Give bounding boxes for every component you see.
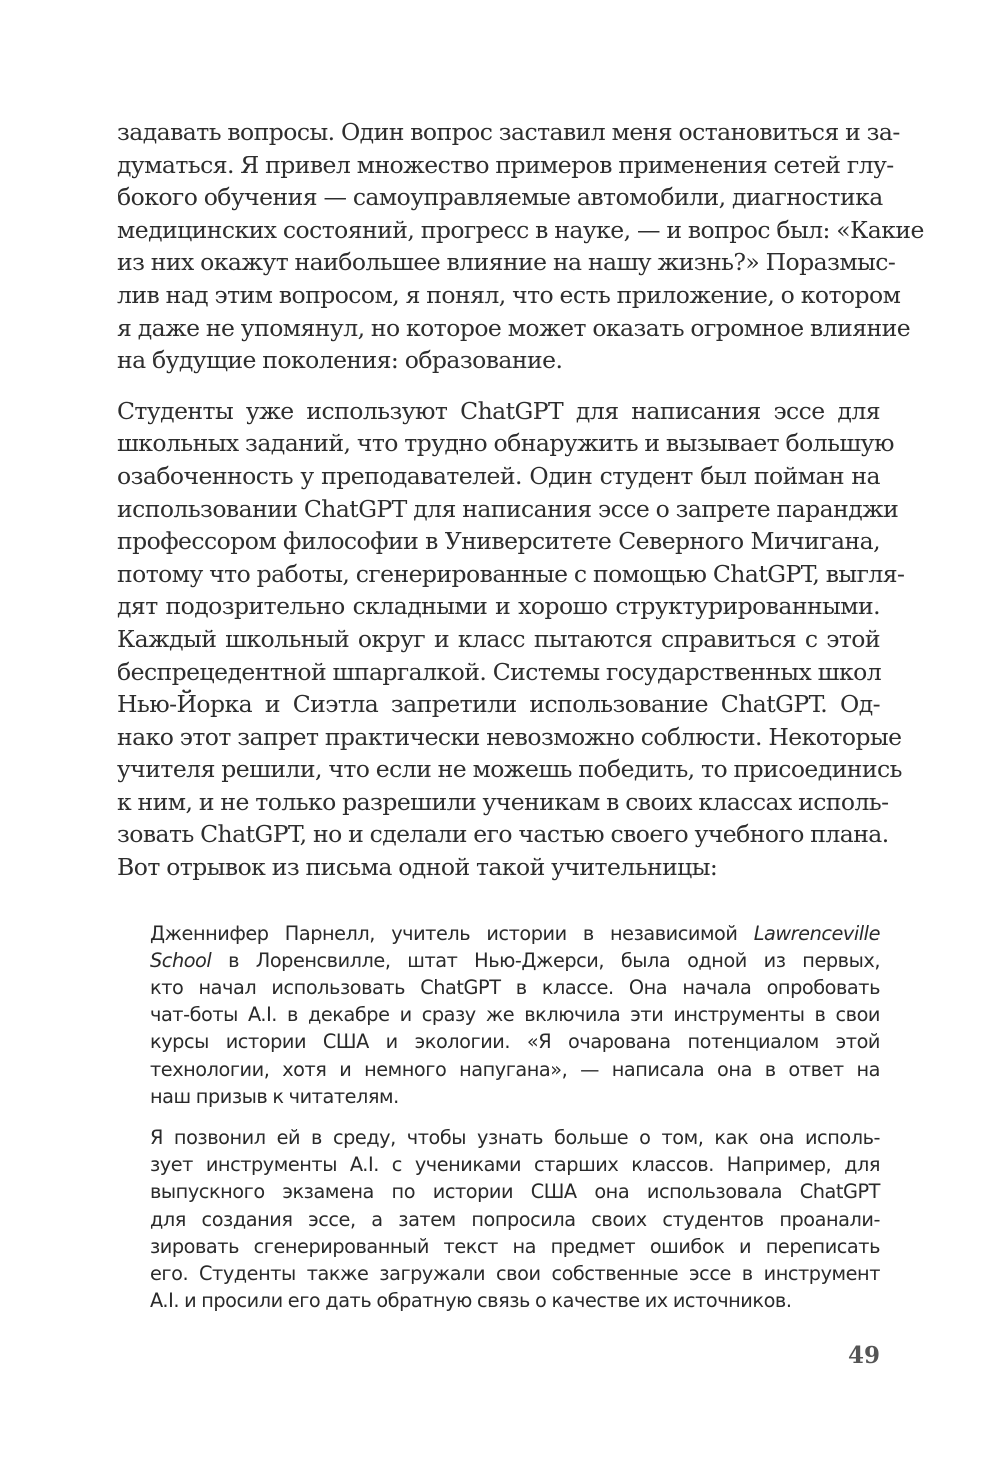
text-line: зовать ChatGPT, но и сделали его частью своего учебного плана. [117, 820, 889, 849]
text-line: медицинских состояний, прогресс в науке, — и вопрос был: «Какие [117, 215, 924, 244]
quote-paragraph-2 [150, 1124, 880, 1314]
quote-line [150, 947, 880, 974]
body-paragraph-2 [117, 395, 905, 884]
page-number: 49 [847, 1342, 880, 1369]
quote-line: выпускного экзамена по истории США она использовала ChatGPT [150, 1180, 880, 1204]
text-line: беспрецедентной шпаргалкой. Системы государственных школ [117, 657, 882, 686]
text-line: озабоченность у преподавателей. Один студент был пойман на [117, 461, 880, 490]
quote-line: его. Студенты также загружали свои собственные эссе в инструмент [150, 1262, 880, 1286]
quote-line: зует инструменты A.I. с учениками старших классов. Например, для [150, 1153, 880, 1177]
text-line: профессором философии в Университете Северного Мичигана, [117, 527, 880, 556]
text-line: лив над этим вопросом, я понял, что есть приложение, о котором [117, 280, 901, 309]
quote-text: в Лоренсвилле, штат Нью-Джерси, была одной из первых, [211, 948, 880, 972]
text-line: школьных заданий, что трудно обнаружить и вызывает большую [117, 429, 894, 458]
text-line: Студенты уже используют ChatGPT для написания эссе для [117, 396, 880, 425]
text-line: нако этот запрет практически невозможно соблюсти. Некоторые [117, 722, 902, 751]
quote-line [150, 920, 880, 947]
text-line: бокого обучения — самоуправляемые автомобили, диагностика [117, 183, 883, 212]
text-line: к ним, и не только разрешили ученикам в своих классах исполь- [117, 787, 889, 816]
quote-line: курсы истории США и экологии. «Я очарована потенциалом этой [150, 1030, 880, 1054]
text-line: дят подозрительно складными и хорошо структурированными. [117, 592, 880, 621]
quote-line: Я позвонил ей в среду, чтобы узнать больше о том, как она исполь- [150, 1126, 880, 1150]
text-line: Каждый школьный округ и класс пытаются справиться с этой [117, 624, 880, 653]
quote-line: A.I. и просили его дать обратную связь о качестве их источников. [150, 1289, 792, 1313]
quote-line: наш призыв к читателям. [150, 1084, 399, 1108]
book-page [117, 116, 924, 1329]
text-line: Вот отрывок из письма одной такой учительницы: [117, 853, 718, 882]
text-line: Нью-Йорка и Сиэтла запретили использование ChatGPT. Од- [117, 690, 880, 719]
text-line: из них окажут наибольшее влияние на нашу жизнь?» Поразмыс- [117, 248, 896, 277]
text-line: учителя решили, что если не можешь победить, то присоединись [117, 755, 902, 784]
quote-line: чат-боты A.I. в декабре и сразу же включила эти инструменты в свои [150, 1003, 880, 1027]
text-line: я даже не упомянул, но которое может оказать огромное влияние [117, 313, 911, 342]
quote-line: для создания эссе, а затем попросила своих студентов проанали- [150, 1207, 880, 1231]
quote-line: зировать сгенерированный текст на предмет ошибок и переписать [150, 1234, 880, 1258]
text-line: задавать вопросы. Один вопрос заставил меня остановиться и за- [117, 118, 900, 146]
text-line: думаться. Я привел множество примеров применения сетей глу- [117, 150, 894, 179]
block-quote [150, 920, 880, 1315]
quote-line: технологии, хотя и немного напугана», — написала она в ответ на [150, 1057, 880, 1081]
quote-paragraph-1 [150, 920, 880, 1110]
body-paragraph-1 [117, 116, 924, 377]
school-name-italic: Lawrenceville [753, 921, 880, 945]
school-name-italic: School [150, 948, 212, 972]
quote-text: Дженнифер Парнелл, учитель истории в независимой [150, 921, 754, 945]
quote-line: кто начал использовать ChatGPT в классе. Она начала опробовать [150, 976, 880, 1000]
text-line: на будущие поколения: образование. [117, 346, 563, 375]
text-line: использовании ChatGPT для написания эссе о запрете паранджи [117, 494, 899, 523]
text-line: потому что работы, сгенерированные с помощью ChatGPT, выгля- [117, 559, 905, 588]
